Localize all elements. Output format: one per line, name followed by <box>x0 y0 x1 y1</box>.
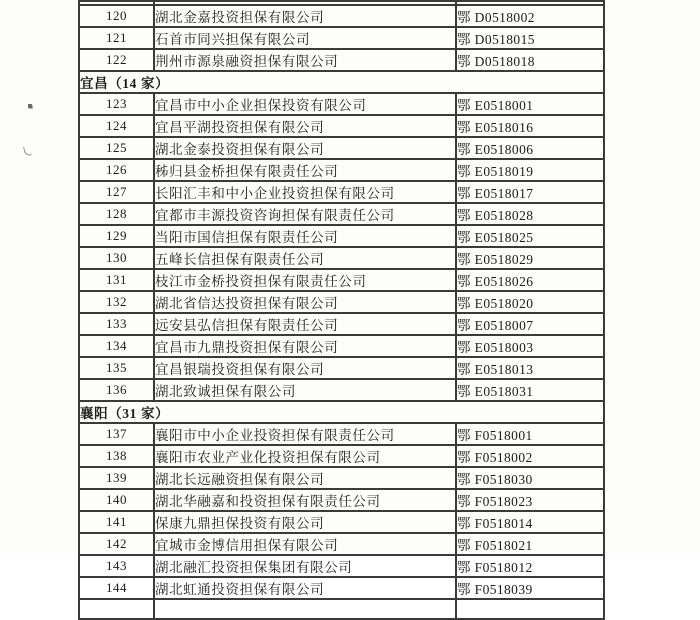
cell-company-name: 宜昌市九鼎投资担保有限公司 <box>154 335 456 357</box>
cell-number: 142 <box>79 533 154 555</box>
table-row <box>79 313 604 335</box>
cell-company-name: 湖北虹通投资担保有限公司 <box>154 577 456 599</box>
cell-number: 123 <box>79 93 154 115</box>
cell-company-name: 宜昌市中小企业担保投资有限公司 <box>154 93 456 115</box>
cell-code: 鄂 E0518020 <box>456 291 604 313</box>
cell-company-name: 石首市同兴担保有限公司 <box>154 27 456 49</box>
table-row <box>79 5 604 27</box>
margin-speck-dot <box>28 104 32 108</box>
cell-company-name: 湖北华融嘉和投资担保有限责任公司 <box>154 489 456 511</box>
table-row <box>79 379 604 401</box>
cell-code: 鄂 F0518012 <box>456 555 604 577</box>
cell-number: 122 <box>79 49 154 71</box>
cell-number: 130 <box>79 247 154 269</box>
cell-number: 137 <box>79 423 154 445</box>
table-row <box>79 203 604 225</box>
table-row <box>79 467 604 489</box>
cell-number: 144 <box>79 577 154 599</box>
cell-code: 鄂 D0518018 <box>456 49 604 71</box>
cell-company-name: 湖北金嘉投资担保有限公司 <box>154 5 456 27</box>
cell-number: 140 <box>79 489 154 511</box>
cell-number: 131 <box>79 269 154 291</box>
cell-code: 鄂 E0518016 <box>456 115 604 137</box>
cell-company-name: 湖北致诚担保有限公司 <box>154 379 456 401</box>
cell-code: 鄂 E0518029 <box>456 247 604 269</box>
cell-company-name: 长阳汇丰和中小企业投资担保有限公司 <box>154 181 456 203</box>
table-row <box>79 115 604 137</box>
cell-company-name: 湖北长远融资担保有限公司 <box>154 467 456 489</box>
cell-code: 鄂 F0518030 <box>456 467 604 489</box>
table-row <box>79 445 604 467</box>
cell-code: 鄂 F0518023 <box>456 489 604 511</box>
cell-number: 141 <box>79 511 154 533</box>
cell-number: 139 <box>79 467 154 489</box>
table-row <box>79 247 604 269</box>
cell-code: 鄂 D0518015 <box>456 27 604 49</box>
cell-company-name: 当阳市国信担保有限责任公司 <box>154 225 456 247</box>
cell-company-name: 宜昌银瑞投资担保有限公司 <box>154 357 456 379</box>
cell-code: 鄂 D0518002 <box>456 5 604 27</box>
cell-number: 120 <box>79 5 154 27</box>
cell-code: 鄂 F0518021 <box>456 533 604 555</box>
cell-code: 鄂 E0518006 <box>456 137 604 159</box>
table-row <box>79 555 604 577</box>
cell-company-name <box>154 599 456 619</box>
cell-code: 鄂 F0518039 <box>456 577 604 599</box>
section-header-row <box>79 71 604 93</box>
table-row <box>79 291 604 313</box>
cell-number: 138 <box>79 445 154 467</box>
table-row <box>79 159 604 181</box>
table-row <box>79 49 604 71</box>
cell-company-name: 襄阳市农业产业化投资担保有限公司 <box>154 445 456 467</box>
table-row <box>79 181 604 203</box>
table-row <box>79 577 604 599</box>
cell-number: 127 <box>79 181 154 203</box>
section-header-row <box>79 401 604 423</box>
cell-code: 鄂 E0518003 <box>456 335 604 357</box>
table-row <box>79 357 604 379</box>
cell-number: 135 <box>79 357 154 379</box>
cell-company-name: 秭归县金桥担保有限责任公司 <box>154 159 456 181</box>
cell-company-name: 五峰长信担保有限责任公司 <box>154 247 456 269</box>
cell-company-name: 保康九鼎担保投资有限公司 <box>154 511 456 533</box>
cell-code: 鄂 E0518001 <box>456 93 604 115</box>
cell-code: 鄂 E0518026 <box>456 269 604 291</box>
margin-speck-comma <box>23 145 32 156</box>
cell-code: 鄂 F0518014 <box>456 511 604 533</box>
cell-code: 鄂 F0518002 <box>456 445 604 467</box>
cell-number: 134 <box>79 335 154 357</box>
cell-company-name: 湖北省信达投资担保有限公司 <box>154 291 456 313</box>
cell-company-name: 远安县弘信担保有限责任公司 <box>154 313 456 335</box>
cell-number: 126 <box>79 159 154 181</box>
table-body <box>79 1 604 619</box>
cell-number: 136 <box>79 379 154 401</box>
cell-code: 鄂 E0518031 <box>456 379 604 401</box>
table-row <box>79 137 604 159</box>
table-row <box>79 423 604 445</box>
cell-number: 124 <box>79 115 154 137</box>
cell-code: 鄂 E0518025 <box>456 225 604 247</box>
cell-number: 121 <box>79 27 154 49</box>
table-row <box>79 335 604 357</box>
guarantee-company-table <box>78 0 605 620</box>
cell-company-name: 枝江市金桥投资担保有限责任公司 <box>154 269 456 291</box>
cell-number: 129 <box>79 225 154 247</box>
cell-number: 143 <box>79 555 154 577</box>
cell-code: 鄂 E0518013 <box>456 357 604 379</box>
table-row <box>79 511 604 533</box>
cell-number <box>79 599 154 619</box>
cell-code: 鄂 E0518017 <box>456 181 604 203</box>
cell-company-name: 宜昌平湖投资担保有限公司 <box>154 115 456 137</box>
cell-number: 128 <box>79 203 154 225</box>
table-row <box>79 93 604 115</box>
cell-number: 132 <box>79 291 154 313</box>
cell-number: 133 <box>79 313 154 335</box>
table-row <box>79 599 604 619</box>
cell-company-name: 湖北金泰投资担保有限公司 <box>154 137 456 159</box>
cell-company-name: 宜城市金博信用担保有限公司 <box>154 533 456 555</box>
table-row <box>79 533 604 555</box>
cell-company-name: 宜都市丰源投资咨询担保有限责任公司 <box>154 203 456 225</box>
section-label: 宜昌（14 家） <box>79 71 604 93</box>
cell-number: 125 <box>79 137 154 159</box>
cell-code: 鄂 E0518028 <box>456 203 604 225</box>
table-row <box>79 269 604 291</box>
cell-company-name: 襄阳市中小企业投资担保有限责任公司 <box>154 423 456 445</box>
table-row <box>79 225 604 247</box>
cell-code: 鄂 F0518001 <box>456 423 604 445</box>
cell-code <box>456 599 604 619</box>
table-row <box>79 489 604 511</box>
cell-company-name: 湖北融汇投资担保集团有限公司 <box>154 555 456 577</box>
section-label: 襄阳（31 家） <box>79 401 604 423</box>
cell-company-name: 荆州市源泉融资担保有限公司 <box>154 49 456 71</box>
table-row <box>79 27 604 49</box>
cell-code: 鄂 E0518007 <box>456 313 604 335</box>
cell-code: 鄂 E0518019 <box>456 159 604 181</box>
